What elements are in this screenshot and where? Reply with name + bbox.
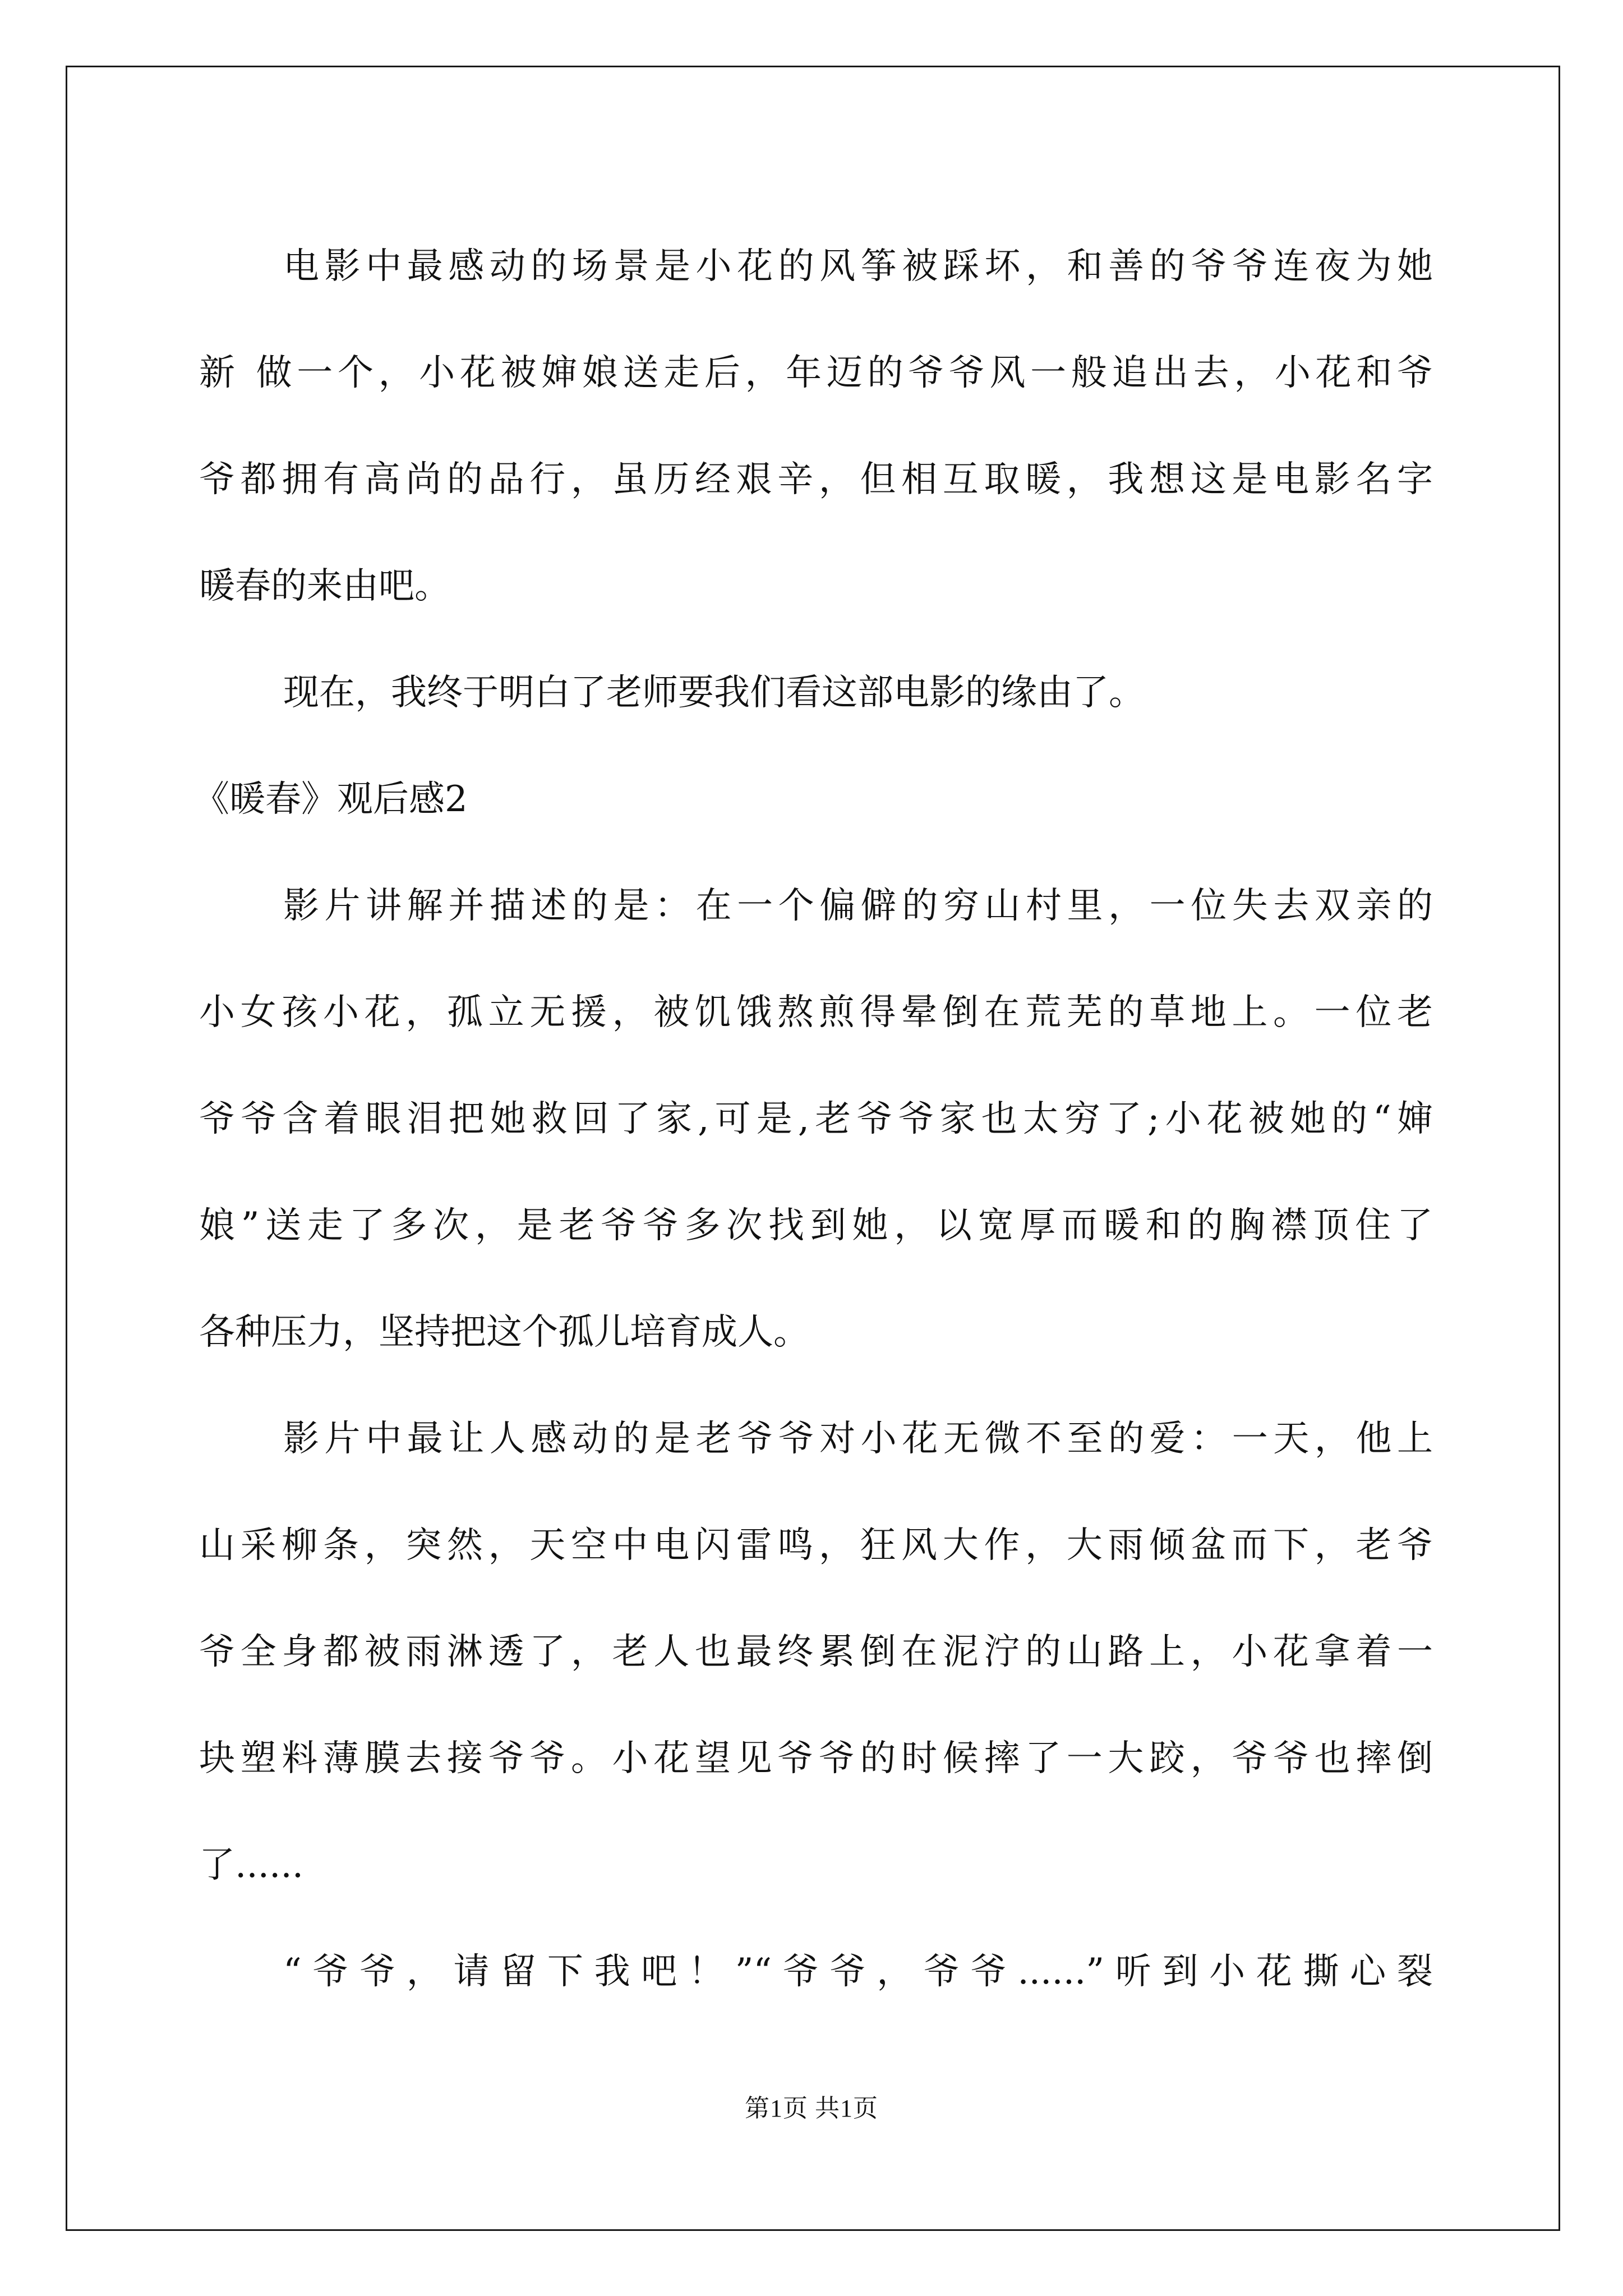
text-line: 小女孩小花，孤立无援，被饥饿熬煎得晕倒在荒芜的草地上。一位老 xyxy=(199,992,1433,1033)
text-line: “爷爷，请留下我吧！”“爷爷，爷爷......”听到小花撕心裂 xyxy=(283,1951,1433,1993)
text-line: 现在，我终于明白了老师要我们看这部电影的缘由了。 xyxy=(283,672,1145,714)
text-line: 影片讲解并描述的是：在一个偏僻的穷山村里，一位失去双亲的 xyxy=(283,885,1433,927)
text-line: 娘”送走了多次，是老爷爷多次找到她，以宽厚而暖和的胸襟顶住了 xyxy=(199,1205,1433,1246)
text-line: 爷爷含着眼泪把她救回了家,可是,老爷爷家也太穷了;小花被她的“婶 xyxy=(199,1098,1433,1140)
text-line: 了...... xyxy=(199,1844,304,1886)
text-line: 影片中最让人感动的是老爷爷对小花无微不至的爱：一天，他上 xyxy=(283,1418,1433,1460)
text-line: 块塑料薄膜去接爷爷。小花望见爷爷的时候摔了一大跤，爷爷也摔倒 xyxy=(199,1738,1433,1779)
text-line: 电影中最感动的场景是小花的风筝被踩坏，和善的爷爷连夜为她 xyxy=(283,246,1433,287)
text-line: 爷全身都被雨淋透了，老人也最终累倒在泥泞的山路上，小花拿着一 xyxy=(199,1631,1433,1673)
text-line: 暖春的来由吧。 xyxy=(199,565,450,607)
text-line: 各种压力，坚持把这个孤儿培育成人。 xyxy=(199,1312,809,1353)
text-line: 爷都拥有高尚的品行，虽历经艰辛，但相互取暖，我想这是电影名字 xyxy=(199,459,1433,500)
page-footer: 第1页 共1页 xyxy=(745,2095,878,2122)
document-body xyxy=(193,213,1433,2025)
text-line: 山采柳条，突然，天空中电闪雷鸣，狂风大作，大雨倾盆而下，老爷 xyxy=(199,1525,1433,1566)
text-line: 新 做一个，小花被婶娘送走后，年迈的爷爷风一般追出去，小花和爷 xyxy=(199,352,1433,394)
section-heading: 《暖春》观后感2 xyxy=(193,779,468,820)
